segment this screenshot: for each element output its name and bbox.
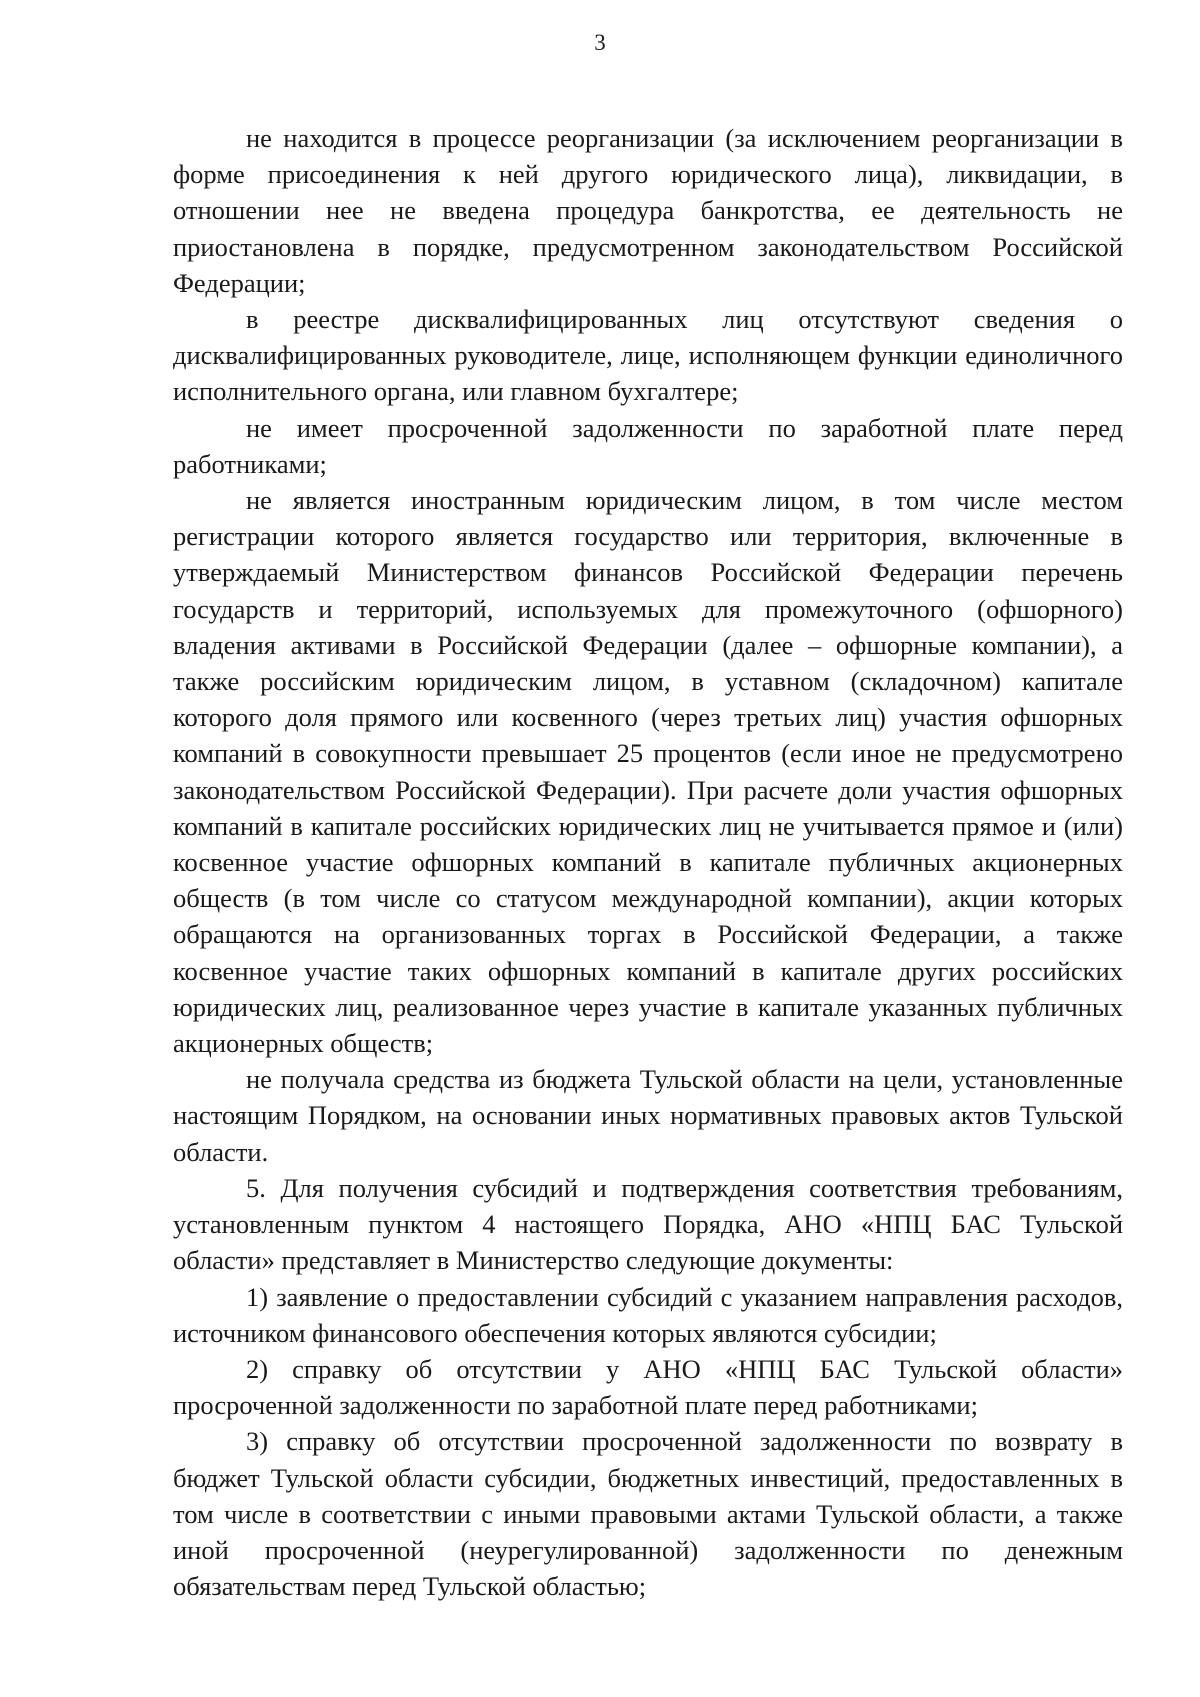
- document-body: [173, 120, 1123, 1604]
- paragraph-budget-funds: не получала средства из бюджета Тульской области на цели, установленные настоящим Порядком, на основании иных нормативных правовых актов Тульской области.: [173, 1064, 1123, 1167]
- list-item-1: 1) заявление о предоставлении субсидий с указанием направления расходов, источником финансового обеспечения которых являются субсидии;: [173, 1281, 1123, 1348]
- paragraph-reorganization: не находится в процессе реорганизации (за исключением реорганизации в форме присоединения к ней другого юридического лица), ликвидации, в отношении нее не введена процедура банкротства, ее деятельность не приостановлена в порядке, предусмотренном законодательством Российской Федерации;: [173, 123, 1123, 298]
- paragraph-disqualified-persons: в реестре дисквалифицированных лиц отсутствуют сведения о дисквалифицированных руководителе, лице, исполняющем функции единоличного исполнительного органа, или главном бухгалтере;: [173, 304, 1123, 407]
- paragraph-offshore: не является иностранным юридическим лицом, в том числе местом регистрации которого является государство или территория, включенные в утверждаемый Министерством финансов Российской Федерации перечень государств и территорий, используемых для промежуточного (офшорного) владения активами в Российской Федерации (далее – офшорные компании), а также российским юридическим лицом, в уставном (складочном) капитале которого доля прямого или косвенного (через третьих лиц) участия офшорных компаний в совокупности превышает 25 процентов (если иное не предусмотрено законодательством Российской Федерации). При расчете доли участия офшорных компаний в капитале российских юридических лиц не учитывается прямое и (или) косвенное участие офшорных компаний в капитале публичных акционерных обществ (в том числе со статусом международной компании), акции которых обращаются на организованных торгах в Российской Федерации, а также косвенное участие таких офшорных компаний в капитале других российских юридических лиц, реализованное через участие в капитале указанных публичных акционерных обществ;: [173, 485, 1123, 1059]
- paragraph-item-5: 5. Для получения субсидий и подтверждения соответствия требованиям, установленным пунктом 4 настоящего Порядка, АНО «НПЦ БАС Тульской области» представляет в Министерство следующие документы:: [173, 1172, 1123, 1276]
- paragraph-salary-debt: не имеет просроченной задолженности по заработной плате перед работниками;: [173, 412, 1123, 479]
- list-item-2: 2) справку об отсутствии у АНО «НПЦ БАС Тульской области» просроченной задолженности по заработной плате перед работниками;: [173, 1353, 1123, 1421]
- page-number: 3: [594, 30, 606, 55]
- list-item-3: 3) справку об отсутствии просроченной задолженности по возврату в бюджет Тульской области субсидии, бюджетных инвестиций, предоставленных в том числе в соответствии с иными правовыми актами Тульской области, а также иной просроченной (неурегулированной) задолженности по денежным обязательствам перед Тульской областью;: [173, 1426, 1123, 1602]
